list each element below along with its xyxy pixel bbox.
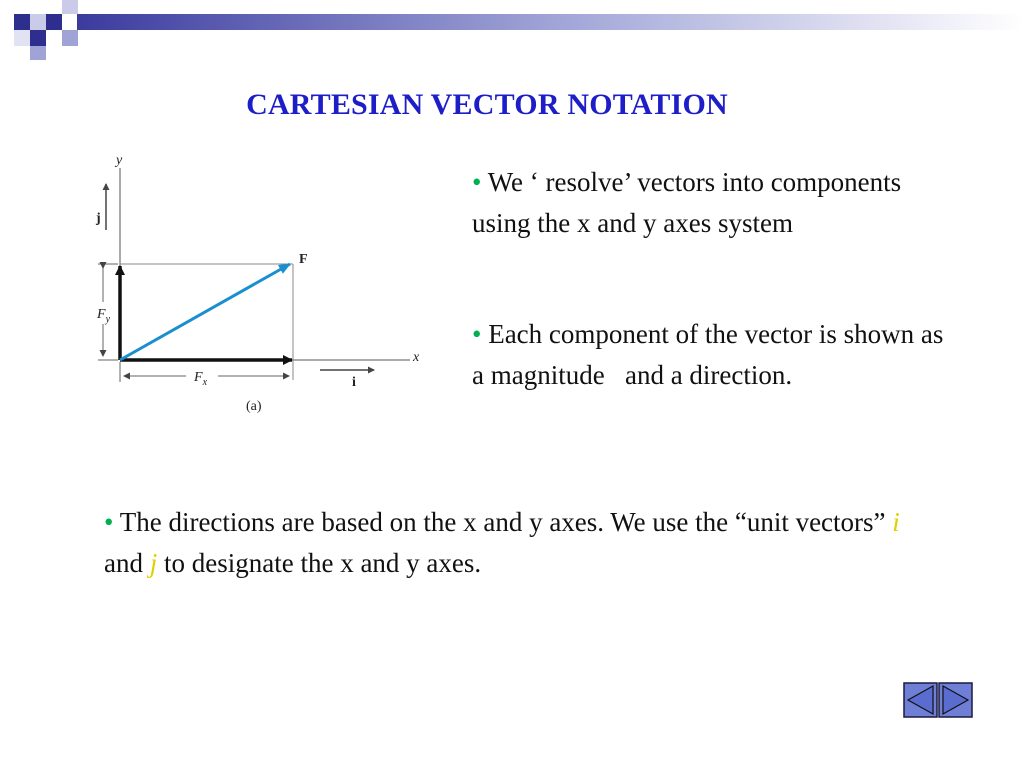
vector-f-arrow bbox=[120, 264, 290, 360]
vector-f-label: F bbox=[299, 252, 308, 267]
vector-diagram bbox=[88, 148, 438, 423]
bullet-marker: • bbox=[472, 167, 482, 197]
diagram-caption: (a) bbox=[246, 399, 262, 414]
decor-square bbox=[14, 30, 30, 46]
bullet-3-and: and bbox=[104, 548, 143, 578]
bullet-marker: • bbox=[472, 319, 482, 349]
decor-square bbox=[62, 0, 78, 14]
fy-label: $F_y$ bbox=[97, 307, 111, 325]
fx-label: $F_x$ bbox=[194, 370, 208, 388]
unit-vector-j-text: j bbox=[149, 548, 158, 578]
next-slide-button[interactable] bbox=[939, 683, 972, 717]
previous-slide-button[interactable] bbox=[904, 683, 937, 717]
bullet-2-text: Each component of the vector is shown as a magnitude and a direction. bbox=[472, 319, 951, 390]
bullet-marker: • bbox=[104, 507, 114, 537]
unit-vector-j-label: j bbox=[96, 211, 101, 226]
decor-square bbox=[46, 14, 62, 30]
decor-square bbox=[30, 30, 46, 46]
bullet-3-text: The directions are based on the x and y axes. We use the “unit vectors” bbox=[119, 507, 886, 537]
bullet-3-text-end: to designate the x and y axes. bbox=[164, 548, 482, 578]
bullet-1-text: We ‘ resolve’ vectors into components using the x and y axes system bbox=[472, 167, 902, 238]
header-decoration bbox=[0, 0, 1024, 60]
y-axis-label: y bbox=[116, 153, 123, 168]
slide-title: CARTESIAN VECTOR NOTATION bbox=[246, 88, 728, 121]
slide-navigation bbox=[903, 682, 975, 720]
unit-vector-i-label: i bbox=[352, 375, 356, 390]
decor-square bbox=[62, 30, 78, 46]
x-axis-label: x bbox=[413, 350, 420, 365]
bullet-3 bbox=[104, 502, 904, 584]
decor-square bbox=[14, 14, 30, 30]
decor-square bbox=[30, 14, 46, 30]
unit-vector-i-text: i bbox=[892, 507, 900, 537]
bullet-1 bbox=[472, 162, 962, 244]
bullet-2 bbox=[472, 314, 952, 396]
decor-square bbox=[30, 46, 46, 60]
header-gradient-bar bbox=[77, 14, 1024, 30]
